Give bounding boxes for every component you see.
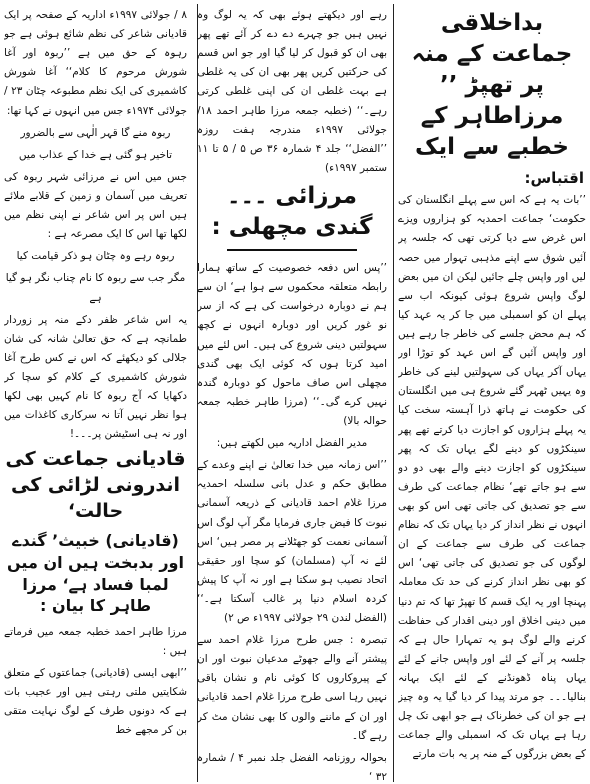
article-heading: مرزائی ۔۔۔ گندی مچھلی :: [211, 182, 373, 241]
column-left: [4, 6, 187, 782]
body-paragraph: جس میں اس نے مرزائی شہر ربوہ کی تعریف میں آسمان و زمین کے قلابے ملائے ہیں اس پر اس شاعر نے اپنی نظم میں لکھا تھا اس کا ایک مصرعہ ہے :: [4, 170, 187, 241]
body-paragraph: مرزا طاہر احمد خطبہ جمعہ میں فرماتے ہیں :: [4, 625, 187, 657]
quote-paragraph: ’’پس اس دفعہ خصوصیت کے ساتھ ہمارا رابطہ متعلقہ محکموں سے ہوا ہے‘ ان سے ہم نے دوبارہ درخواست کی ہے کہ از سر نو غور کریں اور دوبارہ انہوں نے کچھ سہولتیں دینی شروع کی ہیں۔ اس لئے میں امید کرتا ہوں کہ کوئی ایک بھی گندی مچھلی اس صاف ماحول کو دوبارہ گندہ نہیں کرے گی۔‘‘ (مرزا طاہر خطبہ جمعہ حوالہ بالا): [197, 262, 387, 427]
article-heading: قادیانی جماعت کی اندرونی لڑائی کی حالت‘: [5, 448, 186, 522]
section-subheading: اقتباس:: [524, 169, 584, 188]
verse-line: مگر جب سے ربوہ کا نام چناب نگر ہو گیا ہے: [5, 272, 186, 304]
editor-note: مدیر الفضل اداریہ میں لکھتے ہیں:: [216, 437, 368, 450]
column-divider: [393, 4, 394, 782]
body-paragraph: ۸ / جولائی ۱۹۹۷ء اداریہ کے صفحہ پر ایک قادیانی شاعر کی نظم شائع ہوئی ہے جو رہوہ کے حق میں ہے ’’ربوہ اور آغا شورش مرحوم کا کلام‘‘ آغا شورش کاشمیری کی ایک نظم مطبوعہ چٹان ۲۳ / جولائی ۱۹۷۴ء جس میں انہوں نے کہا تھا:: [4, 9, 187, 117]
commentary-paragraph: تبصرہ : جس طرح مرزا غلام احمد سے پیشتر آنے والے جھوٹے مدعیان نبوت اور ان کے پیروکاروں کا کوئی نام و نشان باقی نہیں رہا اسی طرح مرزا غلام احمد قادیانی اور ان کے ماننے والوں کا بھی نشان مٹ کر رہے گا۔: [197, 634, 387, 742]
column-middle: [197, 6, 387, 782]
quote-continuation: رہے اور دیکھتے ہوئے بھی کہ یہ لوگ وہ نہیں ہیں جو چہرے دے دے کر آئے تھے پھر بھی ان کو قبول کر لیا گیا اور جو اس قسم کی حرکتیں کریں پھر بھی ان کی یہ غلطی ہے بہت غلطی ان کی اپنی غلطی کرتی رہے۔‘‘ (خطبہ جمعہ مرزا طاہر احمد ۱۸/جولائی ۱۹۹۷ء مندرجہ ہفت روزہ ’’الفضل‘‘ جلد ۴ شمارہ ۳۶ ص ۵ / ۵ تا ۱۱ ستمبر ۱۹۹۷ء): [197, 9, 387, 174]
article-subheading: (قادیانی) خبیث’ گندے اور بدبخت ہیں ان میں لمبا فساد ہے‘ مرزا طاہر کا بیان :: [7, 531, 184, 616]
quote-paragraph: ’’اس زمانہ میں خدا تعالیٰ نے اپنے وعدے کے مطابق حکم و عدل بانی سلسلہ احمدیہ مرزا غلام احمد قادیانی کے ذریعہ آسمانی نبوت کا فیض جاری فرمایا مگر آپ لوگ اس آسمانی نعمت کو جھٹلانے پر مصر ہیں‘ اس لئے نہ آپ (مسلمان) کو سچا اور حقیقی اتحاد نصیب ہو سکتا ہے اور نہ آپ کا پیش کردہ اسلام دنیا پر غالب آسکتا ہے۔‘‘ (الفضل لندن ۲۹ جولائی ۱۹۹۷ء ص ۲): [197, 459, 387, 625]
verse-line: ربوہ منے گا قہر الٰہی سے بالضرور: [20, 126, 171, 139]
verse-line: تاخیر ہو گئی ہے خدا کے عذاب میں: [18, 148, 173, 161]
verse-line: ربوہ رہے وہ چٹان ہو ذکر قیامت کیا: [16, 250, 175, 263]
reference-line: بحوالہ روزنامہ الفضل جلد نمبر ۴ / شمارہ ۳۲ ‘: [197, 751, 387, 782]
quote-paragraph: ’’بات یہ ہے کہ اس سے پہلے انگلستان کی حکومت‘ جماعت احمدیہ کو ہزاروں ویزے اس غرض سے دیا کرتی تھی کہ جلسہ پر آئیں شوق سے اپنے مذہبی تہوار میں حصہ لیں اور واپس چلے جائیں لیکن ان میں بعض لوگ واپس شروع ہوئی کیونکہ اب سے پہلے ان کو اسمبلی میں جا کر یہ عہد کیا کہ ہم محض جلسے کی خاطر جا رہے ہیں اور واپس آئیں گے اس عہد کو توڑا اور یہاں آکر یہاں کی سہولتیں لینے کی خاطر وہ یہیں ٹھہر گئے شروع ہی میں انگلستان کی حکومت نے ہاتھ ذرا آہستہ سخت کیا یہ پہلے ہزاروں کو اجازت دیا کرتے تھے پھر سینکڑوں کو دینے لگے یہاں تک کہ پھر سینکڑوں کو اجازت دینے والے بھی دو دو سے ہو جاتے تھے‘ نظام جماعت کی طرف سے جو تصدیق کی جاتی تھی اس کو بھی انہوں نے نظر انداز کر دیا یہاں تک کہ نظام جماعت کی طرف سے جماعت کے ان لوگوں کی جو تصدیق کی جاتی تھی‘ اس کو بھی نظر انداز کرنے کی حد تک معاملہ پہنچا اور یہ ایک قسم کا تھپڑ تھا کہ تم دنیا میں دینی اخلاق اور دینی اقدار کی حفاظت کرنے والے لوگ ہو یہ تمہارا حال ہے کہ جلسہ پر آنے کے لئے اور واپس جانے کے لئے یہاں پناہ ڈھونڈنے کے لئے ایک بہانہ بنالیا۔۔۔ جو مرتد پیدا کر دیا گیا یہ وہ چیز ہے جو ان کی خطرناک ہے جو ابھی تک چل رہا ہے یہاں تک کہ اسمبلی والے جماعت کے بعض بزرگوں کے منہ پر یہ بات مارتے: [398, 194, 586, 761]
body-paragraph: یہ اس شاعر ظفر دکے منہ پر زوردار طمانچہ ہے کہ حق تعالیٰ شانہ کی شان جلالی کو دیکھئے کہ اس نے کس طرح آغا شورش کاشمیری کے کلام کو سچا کر دکھایا کہ آج ربوہ کا نام کہیں بھی لکھا ہوا نظر نہیں آتا نہ سرکاری کاغذات میں اور نہ ہی اسٹیشن پر۔۔۔!: [4, 313, 187, 441]
quote-paragraph: ’’ابھی ایسی (قادیانی) جماعتوں کے متعلق شکایتیں ملتی رہتی ہیں اور عجیب بات ہے کہ دونوں طرف کے لوگ نہایت متقی بن کر مجھے خط: [4, 666, 187, 737]
column-right: [398, 6, 586, 782]
heading-underline: [227, 249, 357, 251]
article-heading: بداخلاقی جماعت کے منہ پر تھپڑ ’’ مرزاطاہر کے خطبے سے ایک: [411, 10, 573, 161]
